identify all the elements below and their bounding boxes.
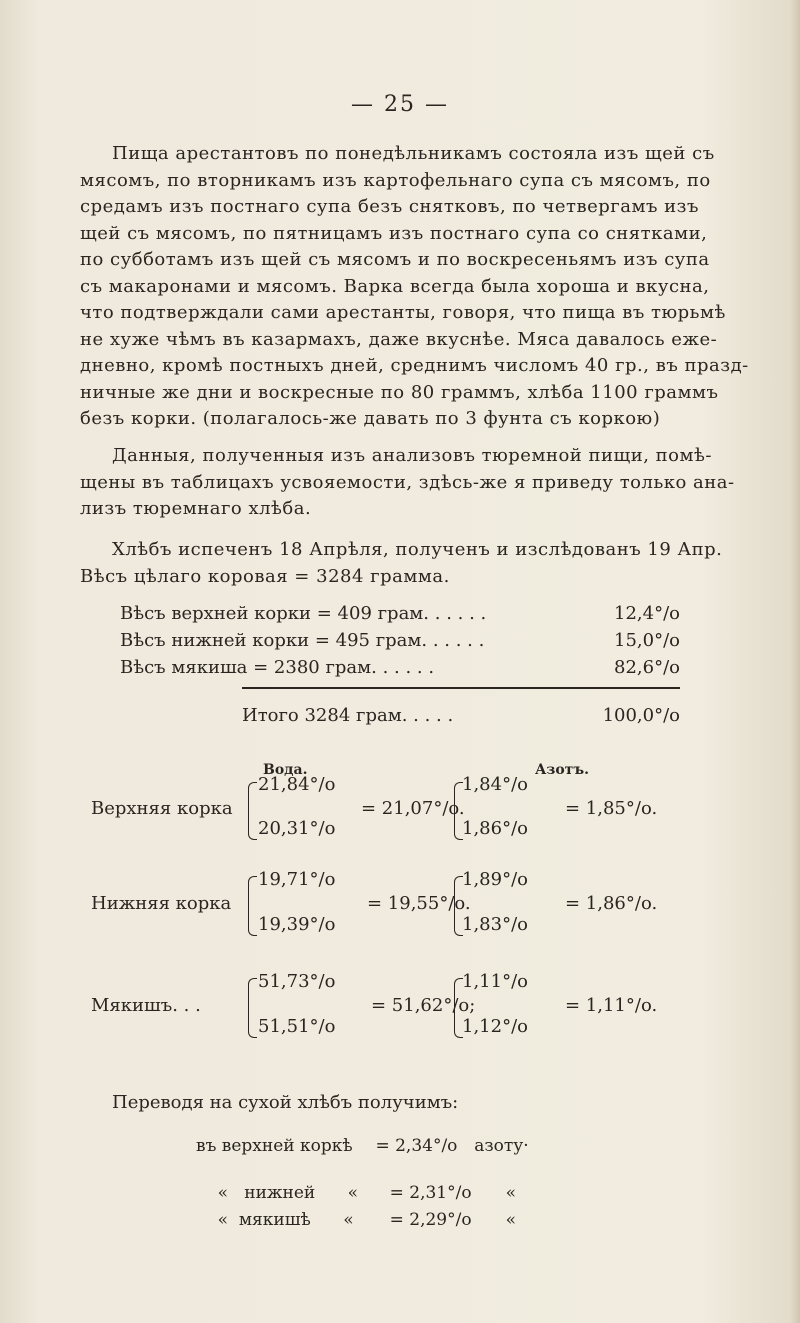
weight-percent: 12,4°/o [614, 603, 680, 624]
text-line: что подтверждали сами арестанты, говоря, что пища въ тюрьмѣ [80, 302, 726, 323]
nitrogen-value: 1,83°/o [462, 914, 528, 935]
text-line: Вѣсъ цѣлаго коровая = 3284 грамма. [80, 565, 450, 587]
text-line: дневно, кромѣ постныхъ дней, среднимъ числомъ 40 гр., въ празд- [80, 355, 749, 376]
water-value: 20,31°/o [258, 818, 336, 839]
nitrogen-value: 1,89°/o [462, 869, 528, 890]
nitrogen-value: 1,86°/o [462, 818, 528, 839]
total-rule [242, 687, 680, 689]
water-value: 21,84°/o [258, 774, 336, 795]
text-line: средамъ изъ постнаго супа безъ снятковъ, по четвергамъ изъ [80, 196, 699, 217]
water-header: Вода. [263, 762, 308, 778]
text-line: безъ корки. (полагалось-же давать по 3 фунта съ коркою) [80, 408, 661, 429]
text-line: Хлѣбъ испеченъ 18 Апрѣля, полученъ и изслѣдованъ 19 Апр. [112, 539, 723, 560]
water-value: 19,39°/o [258, 914, 336, 935]
nitrogen-average: = 1,86°/o. [565, 893, 658, 914]
group-label-upper: Верхняя корка [91, 798, 233, 819]
group-label-lower: Нижняя корка [91, 893, 232, 914]
dry-unit: « [505, 1210, 516, 1230]
weight-percent: 15,0°/o [614, 630, 680, 651]
total-percent: 100,0°/o [602, 705, 680, 726]
water-average: = 21,07°/o. [361, 798, 465, 819]
text-line: Данныя, полученныя изъ анализовъ тюремной пищи, помѣ- [112, 445, 712, 466]
text-line: щены въ таблицахъ усвояемости, здѣсь-же я приведу только ана- [80, 471, 735, 493]
water-average: = 51,62°/o; [371, 995, 476, 1016]
text-line: мясомъ, по вторникамъ изъ картофельнаго супа съ мясомъ, по [80, 169, 711, 191]
dry-label: « мякишѣ « [217, 1210, 354, 1230]
nitrogen-value: 1,11°/o [462, 971, 528, 992]
weight-label: Вѣсъ мякиша = 2380 грам. . . . . . [120, 657, 435, 678]
dry-row-crumb [196, 1190, 516, 1250]
paragraph-analysis [80, 443, 735, 523]
dry-label: « нижней « [217, 1183, 359, 1203]
dry-unit: « [505, 1183, 516, 1203]
water-average: = 19,55°/o. [367, 893, 471, 914]
weight-label: Вѣсъ нижней корки = 495 грам. . . . . . [120, 630, 485, 651]
paragraph-food [80, 141, 749, 433]
group-label-crumb: Мякишъ. . . [91, 995, 201, 1016]
paragraph-bread [80, 537, 723, 590]
brace [248, 876, 257, 936]
water-value: 51,73°/o [258, 971, 336, 992]
text-line: ничные же дни и воскресные по 80 граммъ, хлѣба 1100 граммъ [80, 381, 719, 403]
dry-value: = 2,34°/o [375, 1136, 458, 1156]
text-line: съ макаронами и мясомъ. Варка всегда была хороша и вкусна, [80, 275, 710, 297]
weight-label: Вѣсъ верхней корки = 409 грам. . . . . . [120, 603, 487, 624]
brace [248, 978, 257, 1038]
dry-row-upper [196, 1136, 529, 1156]
water-value: 51,51°/o [258, 1016, 336, 1037]
text-line: по субботамъ изъ щей съ мясомъ и по воскресеньямъ изъ супа [80, 249, 710, 270]
dry-value: = 2,29°/o [389, 1210, 472, 1230]
nitrogen-value: 1,84°/o [462, 774, 528, 795]
dry-intro: Переводя на сухой хлѣбъ получимъ: [112, 1092, 459, 1113]
page-number: — 25 — [351, 92, 449, 117]
nitrogen-value: 1,12°/o [462, 1016, 528, 1037]
dry-unit: азоту· [474, 1136, 529, 1156]
nitrogen-header: Азотъ. [535, 762, 589, 778]
text-line: лизъ тюремнаго хлѣба. [80, 498, 312, 519]
text-line: не хуже чѣмъ въ казармахъ, даже вкуснѣе. Мяса давалось еже- [80, 328, 718, 350]
water-value: 19,71°/o [258, 869, 336, 890]
text-line: щей съ мясомъ, по пятницамъ изъ постнаго супа со снятками, [80, 222, 708, 244]
weight-percent: 82,6°/o [614, 657, 680, 678]
brace [248, 782, 257, 840]
dry-value: = 2,31°/o [389, 1183, 472, 1203]
total-label: Итого 3284 грам. . . . . [242, 705, 454, 726]
nitrogen-average: = 1,11°/o. [565, 995, 658, 1016]
text-line: Пища арестантовъ по понедѣльникамъ состояла изъ щей съ [112, 143, 715, 164]
dry-label: въ верхней коркѣ [196, 1136, 353, 1156]
nitrogen-average: = 1,85°/o. [565, 798, 658, 819]
